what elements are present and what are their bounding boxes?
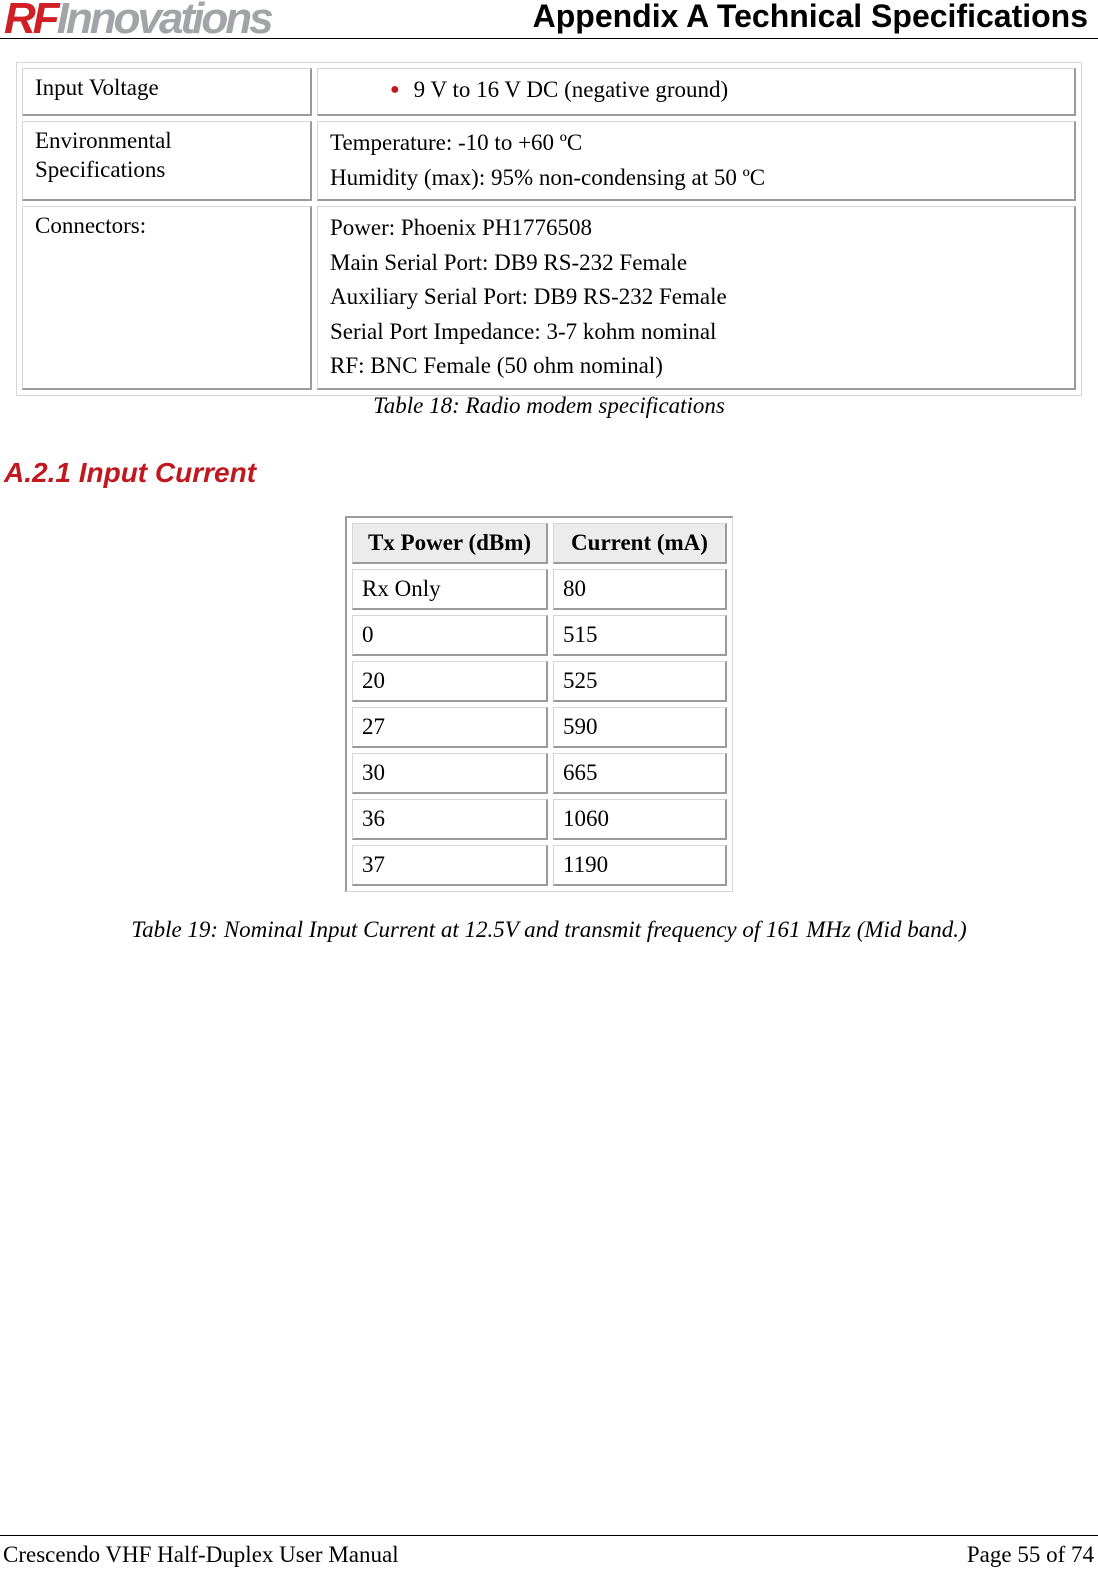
page-number: Page 55 of 74 — [966, 1542, 1094, 1567]
spec-value-line: Temperature: -10 to +60 ºC — [330, 130, 583, 155]
spec-label: Input Voltage — [22, 68, 312, 116]
bullet-icon: ● — [390, 81, 400, 98]
company-logo — [4, 0, 271, 44]
header-title: Appendix A Technical Specifications — [532, 0, 1088, 34]
current-cell: 525 — [553, 661, 727, 702]
current-cell: 1060 — [553, 799, 727, 840]
spec-row-input-voltage — [22, 68, 1076, 116]
table-row — [352, 661, 727, 702]
page-footer — [0, 1535, 1098, 1576]
input-current-table — [345, 516, 733, 892]
spec-row-connectors — [22, 206, 1076, 390]
spec-value-line: Serial Port Impedance: 3-7 kohm nominal — [330, 318, 717, 344]
current-cell: 80 — [553, 569, 727, 610]
tx-power-cell: 27 — [352, 707, 548, 748]
radio-modem-spec-table — [16, 62, 1082, 396]
section-heading-input-current: A.2.1 Input Current — [4, 457, 257, 488]
tx-power-cell: 37 — [352, 845, 548, 886]
table-row — [352, 569, 727, 610]
logo-rf-text: RF — [4, 0, 57, 43]
spec-value-line: RF: BNC Female (50 ohm nominal) — [330, 353, 663, 378]
spec-value — [317, 121, 1076, 201]
spec-value-line: Humidity (max): 95% non-condensing at 50 ºC — [330, 164, 766, 190]
spec-value-line: Main Serial Port: DB9 RS-232 Female — [330, 249, 688, 275]
spec-label: Connectors: — [22, 206, 312, 390]
table-header-row — [352, 523, 727, 564]
table-row — [352, 799, 727, 840]
spec-row-environmental — [22, 121, 1076, 201]
current-cell: 1190 — [553, 845, 727, 886]
tx-power-cell: 0 — [352, 615, 548, 656]
table-18-caption: Table 18: Radio modem specifications — [373, 393, 725, 418]
table-row — [352, 615, 727, 656]
spec-value-line: Auxiliary Serial Port: DB9 RS-232 Female — [330, 284, 727, 309]
spec-value-line: Power: Phoenix PH1776508 — [330, 215, 592, 240]
tx-power-cell: Rx Only — [352, 569, 548, 610]
column-header-current: Current (mA) — [553, 523, 727, 564]
table-row — [352, 707, 727, 748]
table-row — [352, 753, 727, 794]
tx-power-cell: 36 — [352, 799, 548, 840]
spec-value — [317, 206, 1076, 390]
tx-power-cell: 20 — [352, 661, 548, 702]
current-cell: 665 — [553, 753, 727, 794]
column-header-tx-power: Tx Power (dBm) — [352, 523, 548, 564]
page-header — [0, 0, 1098, 43]
spec-label: Environmental Specifications — [22, 121, 312, 201]
spec-value-line: 9 V to 16 V DC (negative ground) — [413, 77, 729, 102]
current-cell: 590 — [553, 707, 727, 748]
logo-innovations-text: Innovations — [56, 0, 271, 43]
manual-title: Crescendo VHF Half-Duplex User Manual — [3, 1542, 399, 1567]
table-19-caption: Table 19: Nominal Input Current at 12.5V and transmit frequency of 161 MHz (Mid band.) — [131, 917, 967, 942]
spec-value — [317, 68, 1076, 116]
table-row — [352, 845, 727, 886]
bullet-list-item — [330, 73, 1064, 110]
tx-power-cell: 30 — [352, 753, 548, 794]
current-cell: 515 — [553, 615, 727, 656]
